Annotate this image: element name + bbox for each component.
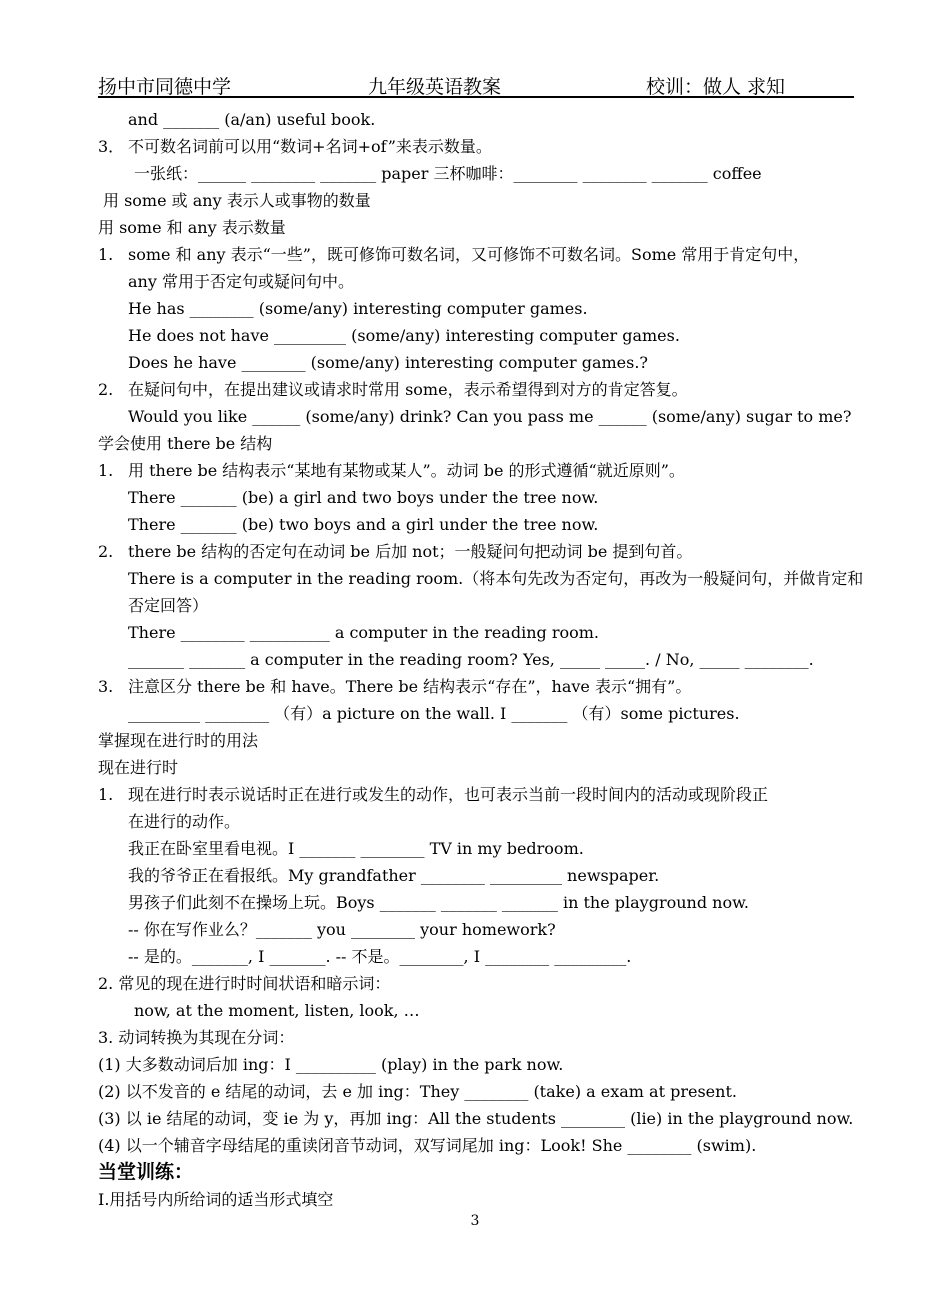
exercise-line: 男孩子们此刻不在操场上玩。Boys _______ _______ _______ in the playground now.: [128, 893, 750, 912]
text-line: 不可数名词前可以用“数词+名词+of”来表示数量。: [128, 137, 492, 156]
exercise-line: -- 是的。_______, I _______. -- 不是。________, I ________ _________.: [128, 947, 632, 966]
text-line: 在疑问句中，在提出建议或请求时常用 some，表示希望得到对方的肯定答复。: [128, 380, 688, 399]
text-line: There is a computer in the reading room.（将本句先改为否定句，再改为一般疑问句，并做肯定和: [128, 569, 864, 588]
section-heading: 用 some 和 any 表示数量: [98, 218, 286, 237]
section-heading: 学会使用 there be 结构: [98, 434, 273, 453]
page-header: [98, 70, 854, 98]
item-number: 1.: [98, 461, 114, 480]
exercise-line: There _______ (be) a girl and two boys under the tree now.: [128, 488, 599, 507]
text-line: and _______ (a/an) useful book.: [128, 110, 376, 129]
school-motto: 校训：做人 求知: [646, 76, 786, 98]
text-line: 一张纸：______ ________ _______ paper 三杯咖啡：________ ________ _______ coffee: [134, 164, 762, 183]
exercise-line: (4) 以一个辅音字母结尾的重读闭音节动词，双写词尾加 ing：Look! She ________ (swim).: [98, 1136, 757, 1155]
text-line: 现在进行时表示说话时正在进行或发生的动作，也可表示当前一段时间内的活动或现阶段正: [128, 785, 769, 804]
school-name: 扬中市同德中学: [98, 76, 232, 98]
exercise-line: (2) 以不发音的 e 结尾的动词，去 e 加 ing：They ________ (take) a exam at present.: [98, 1082, 737, 1101]
text-line: 2. 常见的现在进行时时间状语和暗示词：: [98, 974, 391, 993]
practice-instruction: Ⅰ.用括号内所给词的适当形式填空: [98, 1190, 334, 1209]
exercise-line: There ________ __________ a computer in the reading room.: [128, 623, 600, 642]
exercise-line: 我正在卧室里看电视。I _______ ________ TV in my bedroom.: [128, 839, 584, 858]
exercise-line: _______ _______ a computer in the reading room? Yes, _____ _____. / No, _____ ________.: [128, 650, 814, 669]
text-line: there be 结构的否定句在动词 be 后加 not；一般疑问句把动词 be 提到句首。: [128, 542, 693, 561]
document-title: 九年级英语教案: [368, 76, 502, 98]
text-line: 用 there be 结构表示“某地有某物或某人”。动词 be 的形式遵循“就近原则”。: [128, 461, 685, 480]
item-number: 2.: [98, 380, 114, 399]
exercise-line: _________ ________ （有）a picture on the wall. I _______ （有）some pictures.: [128, 704, 740, 723]
exercise-line: (3) 以 ie 结尾的动词，变 ie 为 y，再加 ing：All the students ________ (lie) in the playground now.: [98, 1109, 854, 1128]
exercise-line: 我的爷爷正在看报纸。My grandfather ________ _________ newspaper.: [128, 866, 660, 885]
exercise-line: He does not have _________ (some/any) interesting computer games.: [128, 326, 680, 345]
item-number: 1.: [98, 245, 114, 264]
text-line: 用 some 或 any 表示人或事物的数量: [103, 191, 371, 210]
text-line: 在进行的动作。: [128, 812, 241, 831]
exercise-line: -- 你在写作业么？_______ you ________ your homework?: [128, 920, 556, 939]
text-line: now, at the moment, listen, look, …: [134, 1001, 420, 1020]
text-line: 3. 动词转换为其现在分词：: [98, 1028, 295, 1047]
page-number: 3: [470, 1213, 480, 1229]
exercise-line: He has ________ (some/any) interesting computer games.: [128, 299, 588, 318]
section-heading: 现在进行时: [98, 758, 179, 777]
item-number: 1.: [98, 785, 114, 804]
item-number: 2.: [98, 542, 114, 561]
text-line: some 和 any 表示“一些”，既可修饰可数名词，又可修饰不可数名词。Some 常用于肯定句中，: [128, 245, 810, 264]
section-heading: 掌握现在进行时的用法: [98, 731, 259, 750]
practice-title: 当堂训练：: [98, 1161, 194, 1183]
exercise-line: Does he have ________ (some/any) interesting computer games.?: [128, 353, 649, 372]
text-line: 注意区分 there be 和 have。There be 结构表示“存在”，have 表示“拥有”。: [128, 677, 692, 696]
item-number: 3．: [98, 137, 125, 156]
exercise-line: (1) 大多数动词后加 ing：I __________ (play) in the park now.: [98, 1055, 564, 1074]
text-line: any 常用于否定句或疑问句中。: [128, 272, 354, 291]
text-line: 否定回答）: [128, 596, 209, 615]
exercise-line: There _______ (be) two boys and a girl under the tree now.: [128, 515, 599, 534]
exercise-line: Would you like ______ (some/any) drink? Can you pass me ______ (some/any) sugar to me?: [128, 407, 852, 426]
item-number: 3.: [98, 677, 114, 696]
